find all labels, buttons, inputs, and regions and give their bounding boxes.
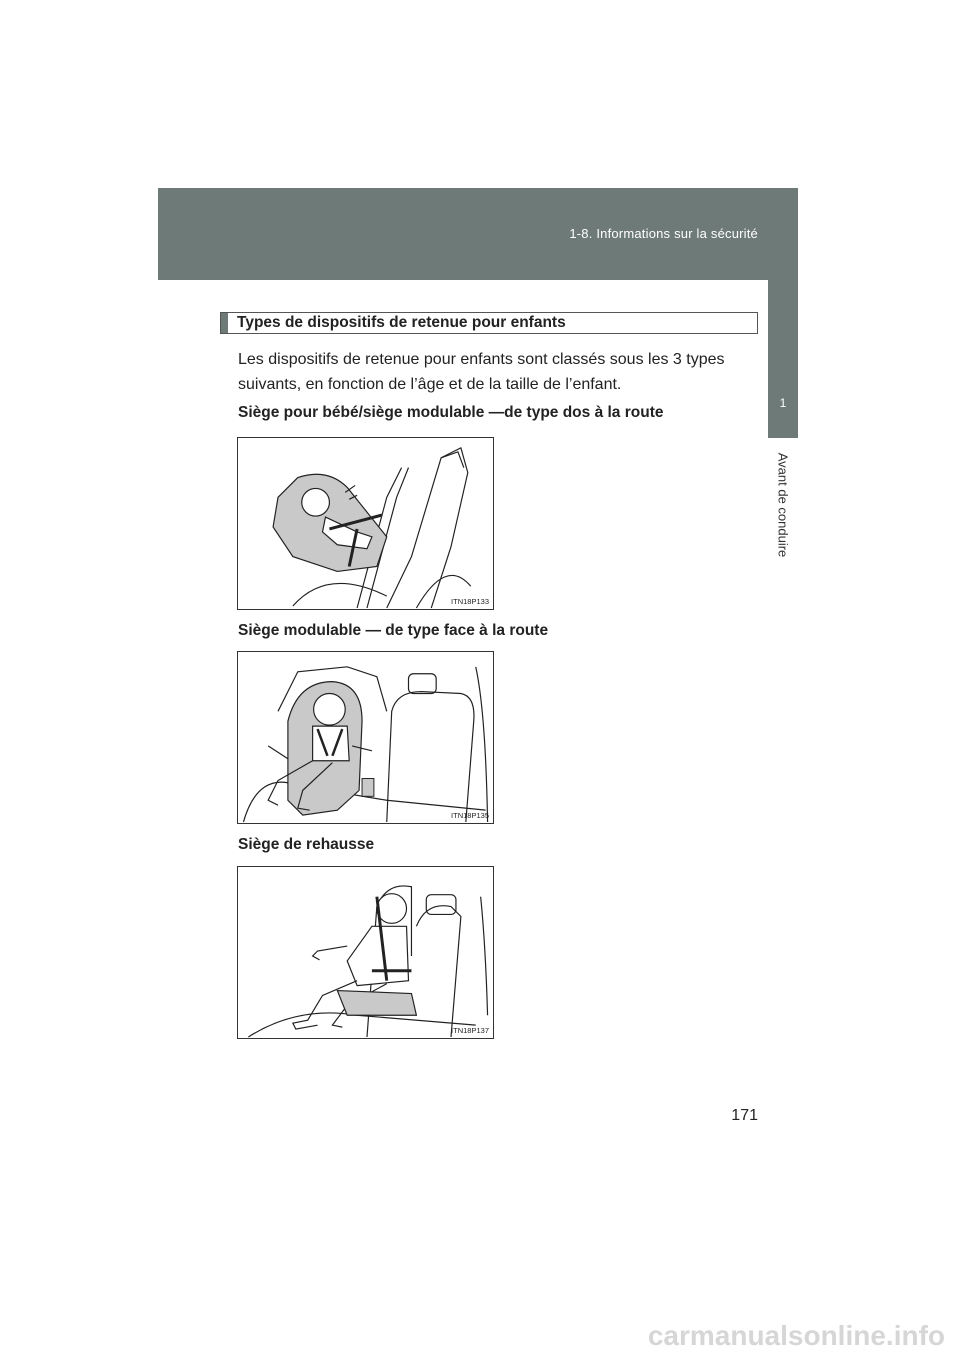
heading-accent-bar <box>221 313 228 333</box>
intro-paragraph: Les dispositifs de retenue pour enfants sont classés sous les 3 types suivants, en fonction de l’âge et de la taille de l’enfant. <box>238 351 725 393</box>
chapter-label: Avant de conduire <box>775 452 791 558</box>
page-number: 171 <box>731 1107 758 1124</box>
chapter-tab <box>768 280 798 438</box>
figure-caption-forward-facing: Siège modulable — de type face à la route <box>238 622 549 639</box>
figure-booster-seat <box>237 866 494 1039</box>
figure-code: ITN18P135 <box>451 811 489 820</box>
figure-code: ITN18P133 <box>451 597 489 606</box>
section-heading <box>220 312 758 334</box>
figure-code: ITN18P137 <box>451 1026 489 1035</box>
watermark-logo <box>0 1313 960 1358</box>
figure-caption-booster: Siège de rehausse <box>238 836 375 853</box>
section-heading-text: Types de dispositifs de retenue pour enfants <box>237 314 566 331</box>
figure-caption-rear-facing: Siège pour bébé/siège modulable —de type dos à la route <box>238 404 664 421</box>
chapter-number: 1 <box>779 396 787 410</box>
forward-facing-seat-illustration <box>238 652 493 823</box>
running-header-title: 1-8. Informations sur la sécurité <box>569 226 758 241</box>
figure-forward-facing-seat <box>237 651 494 824</box>
rear-facing-seat-illustration <box>238 438 493 609</box>
svg-text:carmanualsonline.info: carmanualsonline.info <box>647 1320 945 1351</box>
figure-rear-facing-seat <box>237 437 494 610</box>
booster-seat-illustration <box>238 867 493 1038</box>
